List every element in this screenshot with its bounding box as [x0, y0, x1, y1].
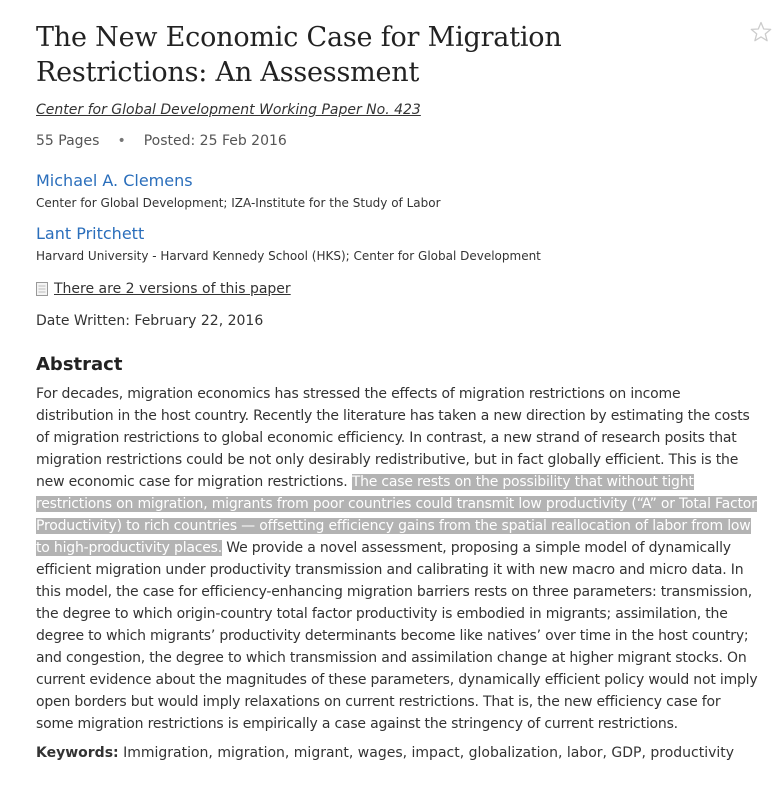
- author-affiliation: Center for Global Development; IZA-Institute for the Study of Labor: [36, 196, 441, 210]
- series-link[interactable]: Center for Global Development Working Paper No. 423: [36, 102, 421, 118]
- keywords-label: Keywords:: [36, 745, 119, 761]
- document-icon: [36, 282, 48, 296]
- versions-row: [36, 281, 758, 297]
- paper-meta: [36, 133, 758, 149]
- meta-separator: •: [117, 133, 126, 149]
- date-written: Date Written: February 22, 2016: [36, 313, 264, 329]
- star-icon[interactable]: [749, 20, 773, 44]
- author-affiliation: Harvard University - Harvard Kennedy School (HKS); Center for Global Development: [36, 249, 541, 263]
- keywords-row: [36, 745, 758, 761]
- abstract-text-part: For decades, migration economics has stressed the effects of migration restrictions on income distribution in the host country. Recently the literature has taken a new direction by estimating the costs of migration restrictions to global economic efficiency. In contrast, a new strand of research posits that migration restrictions could be not only desirably redistributive, but in fact globally efficient. This is the new economic case for migration restrictions.: [36, 386, 750, 490]
- abstract-highlighted-selection: The case rests on the possibility that without tight restrictions on migration, migrants from poor countries could transmit low productivity (“A” or Total Factor Productivity) to rich countries — offsetting efficiency gains from the spatial reallocation of labor from low to high-productivity places.: [36, 474, 757, 556]
- versions-link[interactable]: There are 2 versions of this paper: [54, 281, 291, 297]
- author-block: [36, 171, 758, 210]
- abstract-text: [36, 383, 758, 735]
- author-block: [36, 224, 758, 263]
- paper-page: [36, 0, 758, 761]
- posted-date: Posted: 25 Feb 2016: [143, 133, 287, 149]
- abstract-heading: Abstract: [36, 354, 123, 375]
- author-name-link[interactable]: Lant Pritchett: [36, 224, 145, 243]
- title-block: [36, 20, 758, 90]
- paper-title: The New Economic Case for Migration Restrictions: An Assessment: [36, 22, 562, 88]
- keywords-value: Immigration, migration, migrant, wages, impact, globalization, labor, GDP, productivity: [118, 745, 735, 761]
- page-count: 55 Pages: [36, 133, 100, 149]
- author-name-link[interactable]: Michael A. Clemens: [36, 171, 193, 190]
- abstract-text-part: We provide a novel assessment, proposing a simple model of dynamically efficient migration under productivity transmission and calibrating it with new macro and micro data. In this model, the case for efficiency-enhancing migration barriers rests on three parameters: transmission, the degree to which origin-country total factor productivity is embodied in migrants; assimilation, the degree to which migrants’ productivity determinants become like natives’ over time in the host country; and congestion, the degree to which transmission and assimilation change at higher migrant stocks. On current evidence about the magnitudes of these parameters, dynamically efficient policy would not imply open borders but would imply relaxations on current restrictions. That is, the new efficiency case for some migration restrictions is empirically a case against the stringency of current restrictions.: [36, 540, 758, 732]
